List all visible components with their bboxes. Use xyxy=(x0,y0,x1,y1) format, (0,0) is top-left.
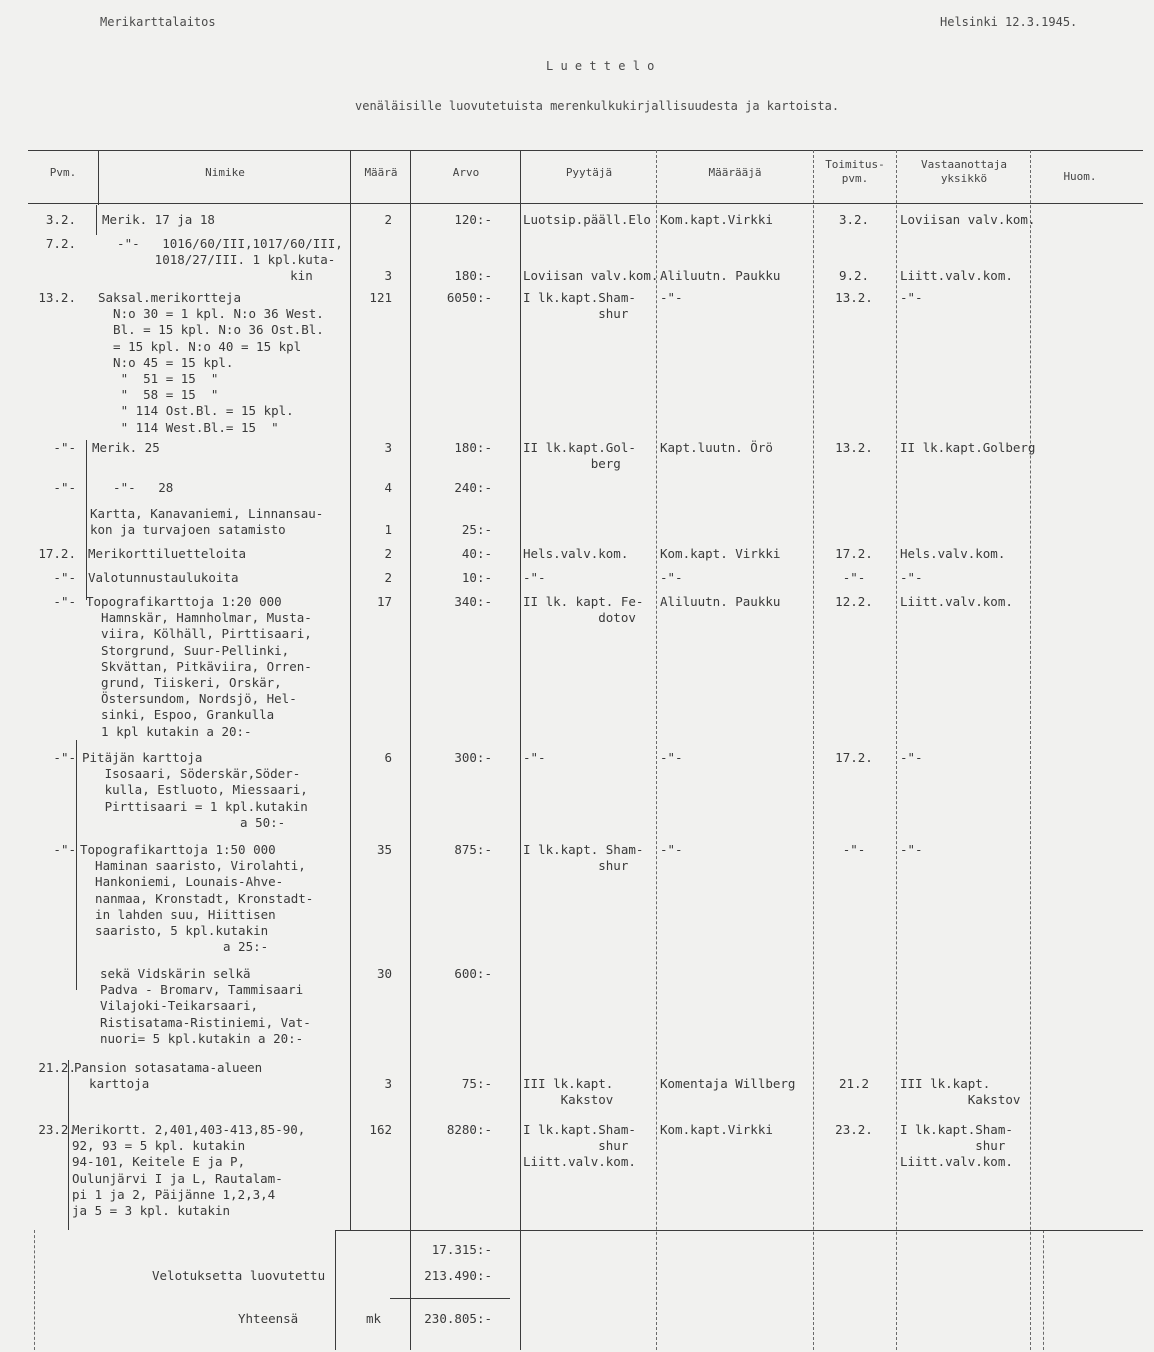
row-ordered-by: Kom.kapt.Virkki xyxy=(660,1122,773,1137)
document-subtitle: venäläisille luovutetuista merenkulkukirjallisuudesta ja kartoista. xyxy=(355,99,840,113)
row-title: Kartta, Kanavaniemi, Linnansau- kon ja turvajoen satamisto xyxy=(90,506,324,538)
row-value: 10:- xyxy=(461,570,492,585)
row-value: 25:- xyxy=(461,522,492,538)
row-requester: -"- xyxy=(523,750,546,765)
row-receiver: -"- xyxy=(900,750,923,765)
col-divider xyxy=(1043,1230,1044,1350)
col-divider xyxy=(520,150,521,1350)
grand-total-value: 230.805:- xyxy=(424,1311,492,1326)
row-date: -"- xyxy=(53,842,76,857)
row-title: Saksal.merikortteja N:o 30 = 1 kpl. N:o 36 West. Bl. = 15 kpl. N:o 36 Ost.Bl. = 15 kpl. N:o 40 = 15 kpl N:o 45 = 15 kpl. " 51 = 15 " " 58 = 15 " " 114 Ost.Bl. = 15 kpl. " 114 West.Bl.= 15 " xyxy=(98,290,324,435)
row-delivery-date: 23.2. xyxy=(835,1122,873,1137)
row-date: -"- xyxy=(53,440,76,455)
column-header-pyytaja: Pyytäjä xyxy=(565,166,613,179)
grand-total-label: Yhteensä xyxy=(238,1311,299,1326)
row-quantity: 4 xyxy=(384,480,392,495)
row-ordered-by: Kapt.luutn. Örö xyxy=(660,440,773,455)
free-transfer-label: Velotuksetta luovutettu xyxy=(152,1268,326,1283)
row-title: -"- 28 xyxy=(98,480,174,495)
row-title: Topografikarttoja 1:20 000 Hamnskär, Hamnholmar, Musta- viira, Kölhäll, Pirttisaari, Storgrund, Suur-Pellinki, Skvättan, Pitkäviira, Orren- grund, Tiiskeri, Orskär, Östersundom, Nordsjö, Hel- sinki, Espoo, Grankulla 1 kpl kutakin a 20:- xyxy=(86,594,312,739)
free-transfer-value: 213.490:- xyxy=(424,1268,492,1283)
totals-rule xyxy=(335,1230,1143,1231)
row-receiver: -"- xyxy=(900,842,923,857)
organization-name: Merikarttalaitos xyxy=(100,15,216,29)
row-title: Merik. 25 xyxy=(92,440,160,455)
totals-rule xyxy=(390,1298,510,1299)
row-ordered-by: -"- xyxy=(660,842,683,857)
col-divider xyxy=(96,205,97,235)
table-header-rule xyxy=(28,203,1143,204)
row-date: 23.2. xyxy=(38,1122,76,1137)
row-title: Merik. 17 ja 18 xyxy=(102,212,215,227)
row-delivery-date: 21.2 xyxy=(838,1076,870,1092)
column-header-maaraaja: Määrääjä xyxy=(708,166,762,179)
row-title: sekä Vidskärin selkä Padva - Bromarv, Tammisaari Vilajoki-Teikarsaari, Ristisatama-Ristiniemi, Vat- nuori= 5 kpl.kutakin a 20:- xyxy=(100,966,311,1046)
row-value: 40:- xyxy=(461,546,492,561)
row-title: Topografikarttoja 1:50 000 Haminan saaristo, Virolahti, Hankoniemi, Lounais-Ahve- nanmaa, Kronstadt, Kronstadt- in lahden suu, Hiittisen saaristo, 5 kpl.kutakin a 25:- xyxy=(80,842,314,955)
col-divider xyxy=(896,150,897,1350)
row-date: -"- xyxy=(53,594,76,609)
row-requester: I lk.kapt.Sham- shur Liitt.valv.kom. xyxy=(523,1122,636,1170)
row-receiver: Liitt.valv.kom. xyxy=(900,594,1013,609)
row-value: 8280:- xyxy=(446,1122,492,1137)
row-value: 75:- xyxy=(461,1076,492,1092)
row-quantity: 162 xyxy=(369,1122,392,1137)
col-divider xyxy=(656,150,657,1350)
column-header-toimitus: Toimitus- pvm. xyxy=(825,158,885,185)
row-ordered-by: Aliluutn. Paukku xyxy=(660,268,781,284)
row-date: 17.2. xyxy=(38,546,76,561)
row-value: 180:- xyxy=(454,268,492,284)
row-ordered-by: Kom.kapt. Virkki xyxy=(660,546,781,561)
row-quantity: 1 xyxy=(384,522,392,538)
col-divider xyxy=(68,1060,69,1230)
col-divider xyxy=(34,1230,35,1350)
row-receiver: -"- xyxy=(900,570,923,585)
row-value: 340:- xyxy=(454,594,492,609)
row-quantity: 3 xyxy=(384,440,392,455)
row-title: Pitäjän karttoja Isosaari, Söderskär,Söder- kulla, Estluoto, Miessaari, Pirttisaari = 1 kpl.kutakin a 50:- xyxy=(82,750,308,830)
column-header-nimike: Nimike xyxy=(205,166,245,179)
subtotal-value: 17.315:- xyxy=(431,1242,492,1257)
row-quantity: 6 xyxy=(384,750,392,765)
row-delivery-date: 13.2. xyxy=(835,440,873,455)
row-quantity: 2 xyxy=(384,570,392,585)
row-requester: II lk.kapt.Gol- berg xyxy=(523,440,636,472)
row-delivery-date: 17.2. xyxy=(835,546,873,561)
row-date: 21.2. xyxy=(38,1060,76,1075)
row-value: 600:- xyxy=(454,966,492,981)
row-ordered-by: Komentaja Willberg xyxy=(660,1076,796,1092)
row-quantity: 2 xyxy=(384,546,392,561)
row-date: 3.2. xyxy=(45,212,76,227)
row-title: Merikortt. 2,401,403-413,85-90, 92, 93 = 5 kpl. kutakin 94-101, Keitele E ja P, Oulunjärvi I ja L, Rautalam- pi 1 ja 2, Päijänne 1,2,3,4 ja 5 = 3 kpl. kutakin xyxy=(72,1122,306,1219)
row-delivery-date: -"- xyxy=(842,570,866,585)
column-header-vastaanottaja: Vastaanottaja yksikkö xyxy=(920,158,1008,185)
col-divider xyxy=(335,1230,336,1350)
row-value: 300:- xyxy=(454,750,492,765)
row-delivery-date: 12.2. xyxy=(835,594,873,609)
row-receiver: -"- xyxy=(900,290,923,305)
row-receiver: III lk.kapt. Kakstov xyxy=(900,1076,1021,1108)
row-requester: Luotsip.pääll.Elo xyxy=(523,212,651,227)
row-delivery-date: -"- xyxy=(842,842,866,857)
row-delivery-date: 13.2. xyxy=(835,290,873,305)
row-date: -"- xyxy=(53,750,76,765)
row-requester: Hels.valv.kom. xyxy=(523,546,629,561)
row-date: -"- xyxy=(53,480,76,495)
column-header-pvm: Pvm. xyxy=(49,166,77,179)
row-title: -"- 1016/60/III,1017/60/III, 1018/27/III. 1 kpl.kuta- kin xyxy=(117,236,343,284)
place-date: Helsinki 12.3.1945. xyxy=(940,15,1078,29)
row-date: 7.2. xyxy=(45,236,76,251)
row-requester: I lk.kapt. Sham- shur xyxy=(523,842,644,874)
row-value: 6050:- xyxy=(446,290,492,305)
col-divider xyxy=(76,740,77,990)
row-delivery-date: 3.2. xyxy=(838,212,870,227)
row-delivery-date: 9.2. xyxy=(838,268,870,284)
row-receiver: Loviisan valv.kom. xyxy=(900,212,1036,227)
row-requester: I lk.kapt.Sham- shur xyxy=(523,290,636,322)
col-divider xyxy=(813,150,814,1350)
row-title: Pansion sotasatama-alueen karttoja xyxy=(74,1060,263,1092)
row-value: 875:- xyxy=(454,842,492,857)
document-title: L u e t t e l o xyxy=(546,59,655,73)
table-top-rule xyxy=(28,150,1143,151)
row-delivery-date: 17.2. xyxy=(835,750,873,765)
row-requester: Loviisan valv.kom. xyxy=(523,268,659,284)
row-quantity: 2 xyxy=(384,212,392,227)
row-quantity: 30 xyxy=(376,966,392,981)
row-title: Merikorttiluetteloita xyxy=(88,546,247,561)
column-header-maara: Määrä xyxy=(364,166,398,179)
row-ordered-by: -"- xyxy=(660,750,683,765)
row-requester: -"- xyxy=(523,570,546,585)
row-quantity: 3 xyxy=(384,1076,392,1092)
row-value: 120:- xyxy=(454,212,492,227)
row-ordered-by: -"- xyxy=(660,570,683,585)
row-quantity: 17 xyxy=(376,594,392,609)
column-header-huom: Huom. xyxy=(1063,170,1097,183)
row-receiver: Liitt.valv.kom. xyxy=(900,268,1013,284)
row-quantity: 121 xyxy=(369,290,392,305)
row-quantity: 35 xyxy=(376,842,392,857)
row-receiver: I lk.kapt.Sham- shur Liitt.valv.kom. xyxy=(900,1122,1013,1170)
grand-total-unit: mk xyxy=(366,1311,382,1326)
row-requester: III lk.kapt. Kakstov xyxy=(523,1076,614,1108)
row-ordered-by: Aliluutn. Paukku xyxy=(660,594,781,609)
row-value: 180:- xyxy=(454,440,492,455)
row-ordered-by: Kom.kapt.Virkki xyxy=(660,212,773,227)
row-date: 13.2. xyxy=(38,290,76,305)
row-title: Valotunnustaulukoita xyxy=(88,570,239,585)
column-header-arvo: Arvo xyxy=(452,166,480,179)
row-receiver: Hels.valv.kom. xyxy=(900,546,1006,561)
row-date: -"- xyxy=(53,570,76,585)
row-quantity: 3 xyxy=(384,268,392,284)
row-receiver: II lk.kapt.Golberg xyxy=(900,440,1036,455)
row-value: 240:- xyxy=(454,480,492,495)
row-requester: II lk. kapt. Fe- dotov xyxy=(523,594,644,626)
row-ordered-by: -"- xyxy=(660,290,683,305)
